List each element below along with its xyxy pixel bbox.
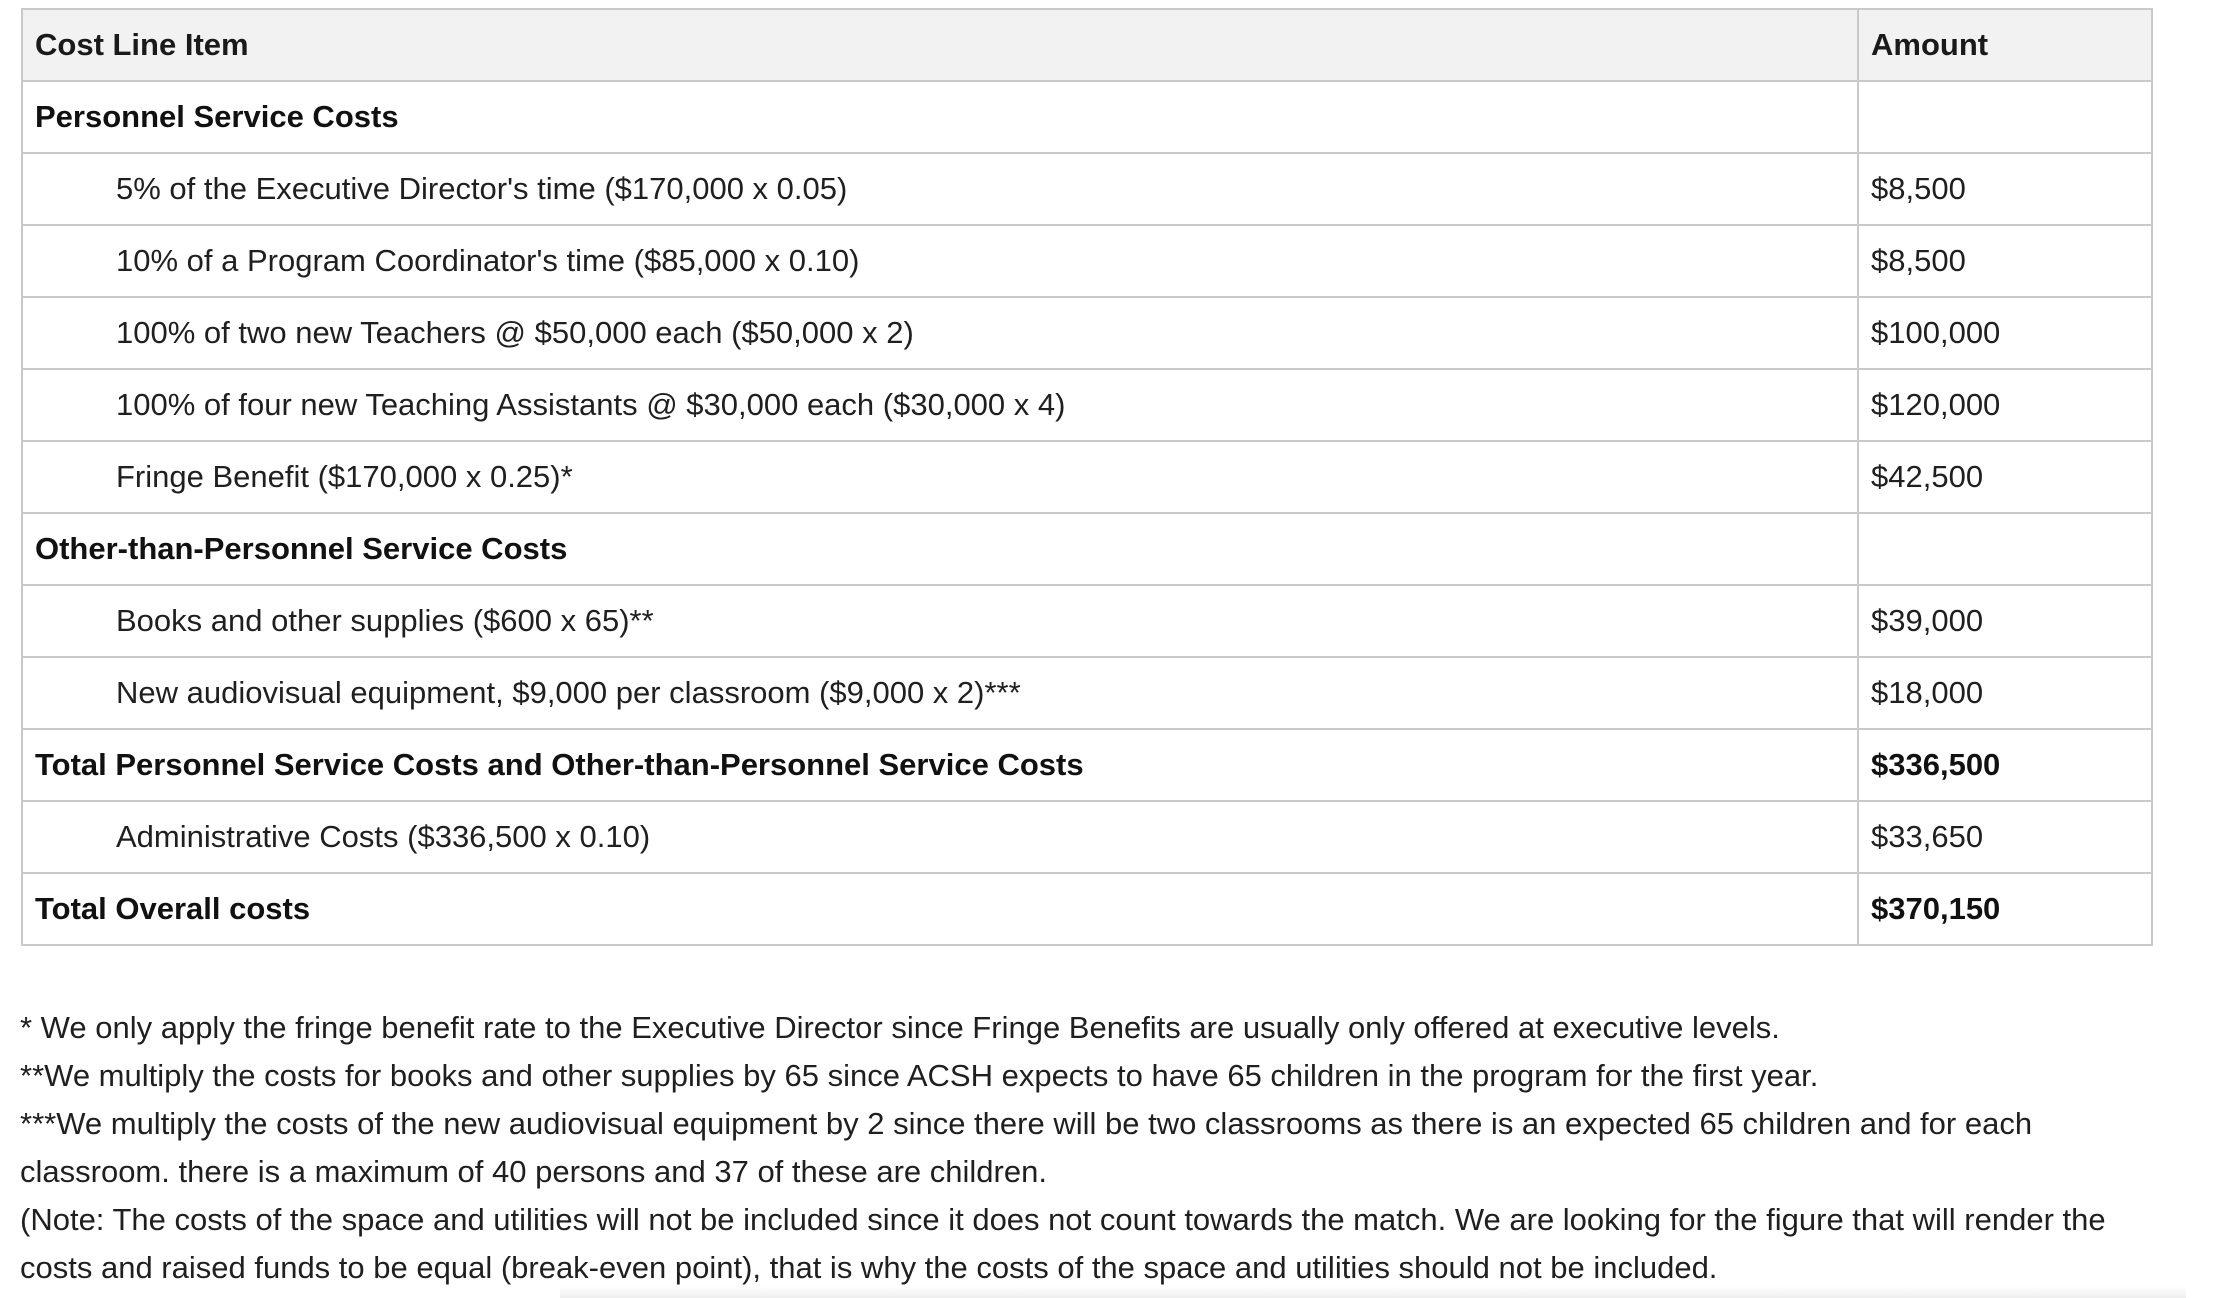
header-row xyxy=(22,9,2152,81)
table-row xyxy=(22,585,2152,657)
section-label: Personnel Service Costs xyxy=(22,81,1858,153)
cost-table-body xyxy=(22,81,2152,945)
amount-cell: $120,000 xyxy=(1858,369,2152,441)
cost-table xyxy=(21,8,2153,946)
amount-cell: $8,500 xyxy=(1858,225,2152,297)
table-row xyxy=(22,369,2152,441)
amount-cell: $100,000 xyxy=(1858,297,2152,369)
footnotes xyxy=(20,1004,2170,1292)
amount-cell xyxy=(1858,513,2152,585)
total-row xyxy=(22,729,2152,801)
table-row xyxy=(22,441,2152,513)
amount-cell xyxy=(1858,81,2152,153)
footnote: (Note: The costs of the space and utilities will not be included since it does not count towards the match. We are looking for the figure that will render the costs and raised funds to be equal (break-even point), that is why the costs of the space and utilities should not be included. xyxy=(20,1202,2106,1285)
cost-line-item: Books and other supplies ($600 x 65)** xyxy=(22,585,1858,657)
cost-line-item: Administrative Costs ($336,500 x 0.10) xyxy=(22,801,1858,873)
cost-line-item: 100% of four new Teaching Assistants @ $30,000 each ($30,000 x 4) xyxy=(22,369,1858,441)
amount-cell: $336,500 xyxy=(1858,729,2152,801)
section-row xyxy=(22,81,2152,153)
scroll-edge-shadow xyxy=(560,1286,2186,1298)
section-label: Other-than-Personnel Service Costs xyxy=(22,513,1858,585)
cost-line-item: 5% of the Executive Director's time ($170,000 x 0.05) xyxy=(22,153,1858,225)
cost-line-item: 100% of two new Teachers @ $50,000 each ($50,000 x 2) xyxy=(22,297,1858,369)
amount-cell: $42,500 xyxy=(1858,441,2152,513)
table-row xyxy=(22,225,2152,297)
header-amount: Amount xyxy=(1858,9,2152,81)
footnote: ***We multiply the costs of the new audiovisual equipment by 2 since there will be two classrooms as there is an expected 65 children and for each classroom. there is a maximum of 40 persons and 37 of these are children. xyxy=(20,1106,2033,1189)
amount-cell: $33,650 xyxy=(1858,801,2152,873)
table-row xyxy=(22,657,2152,729)
table-row xyxy=(22,297,2152,369)
section-row xyxy=(22,513,2152,585)
cost-table-header xyxy=(22,9,2152,81)
amount-cell: $18,000 xyxy=(1858,657,2152,729)
total-row xyxy=(22,873,2152,945)
footnote: * We only apply the fringe benefit rate to the Executive Director since Fringe Benefits are usually only offered at executive levels. xyxy=(20,1010,1780,1045)
footnote: **We multiply the costs for books and other supplies by 65 since ACSH expects to have 65 children in the program for the first year. xyxy=(20,1058,1819,1093)
cost-line-item: 10% of a Program Coordinator's time ($85,000 x 0.10) xyxy=(22,225,1858,297)
table-row xyxy=(22,153,2152,225)
header-cost-line-item: Cost Line Item xyxy=(22,9,1858,81)
cost-line-item: Total Personnel Service Costs and Other-than-Personnel Service Costs xyxy=(22,729,1858,801)
cost-line-item: New audiovisual equipment, $9,000 per classroom ($9,000 x 2)*** xyxy=(22,657,1858,729)
amount-cell: $8,500 xyxy=(1858,153,2152,225)
table-row xyxy=(22,801,2152,873)
amount-cell: $39,000 xyxy=(1858,585,2152,657)
cost-line-item: Fringe Benefit ($170,000 x 0.25)* xyxy=(22,441,1858,513)
amount-cell: $370,150 xyxy=(1858,873,2152,945)
cost-line-item: Total Overall costs xyxy=(22,873,1858,945)
